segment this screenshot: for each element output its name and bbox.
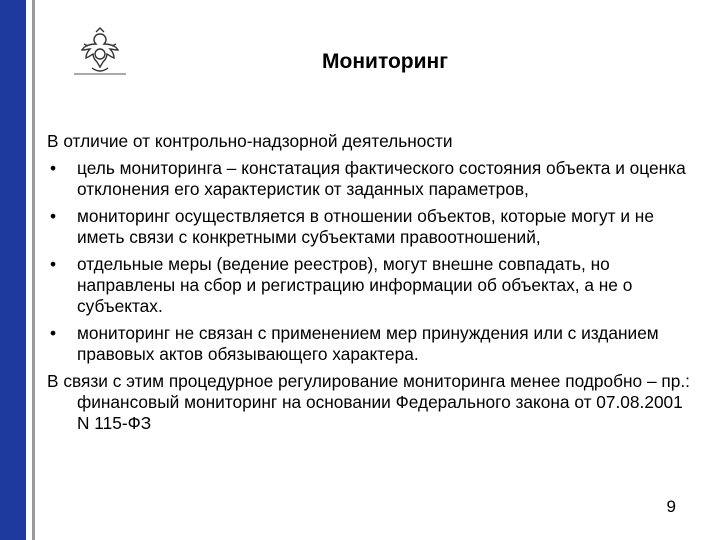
bullet-dot: •	[50, 323, 57, 343]
intro-text: В отличие от контрольно-надзорной деятельности	[47, 131, 453, 151]
bullet-dot: •	[50, 254, 57, 274]
bullet-item	[47, 323, 692, 365]
bullet-item	[47, 206, 692, 248]
bullet-dot: •	[50, 158, 57, 178]
slide-content	[47, 131, 692, 434]
bullet-item	[47, 158, 692, 200]
bullet-item	[47, 254, 692, 317]
conclusion-text: В связи с этим процедурное регулирование мониторинга менее подробно – пр.: финансовый мониторинг на основании Федерального закона от 07.08.2001 N 115-ФЗ	[47, 371, 690, 433]
slide-title: Мониторинг	[322, 50, 448, 73]
bullet-dot: •	[50, 206, 57, 226]
bullet-text: отдельные меры (ведение реестров), могут внешне совпадать, но направлены на сбор и регистрацию информации об объектах, а не о субъектах.	[77, 254, 633, 316]
side-bar-grey-line	[32, 0, 35, 540]
page-number: 9	[666, 497, 676, 516]
bullet-text: мониторинг не связан с применением мер принуждения или с изданием правовых актов обязывающего характера.	[77, 323, 659, 364]
bullet-text: мониторинг осуществляется в отношении объектов, которые могут и не иметь связи с конкретными субъектами правоотношений,	[77, 206, 654, 247]
bullet-text: цель мониторинга – констатация фактического состояния объекта и оценка отклонения его характеристик от заданных параметров,	[77, 158, 686, 199]
coat-of-arms-icon	[72, 24, 128, 80]
side-bar-blue	[0, 0, 26, 540]
